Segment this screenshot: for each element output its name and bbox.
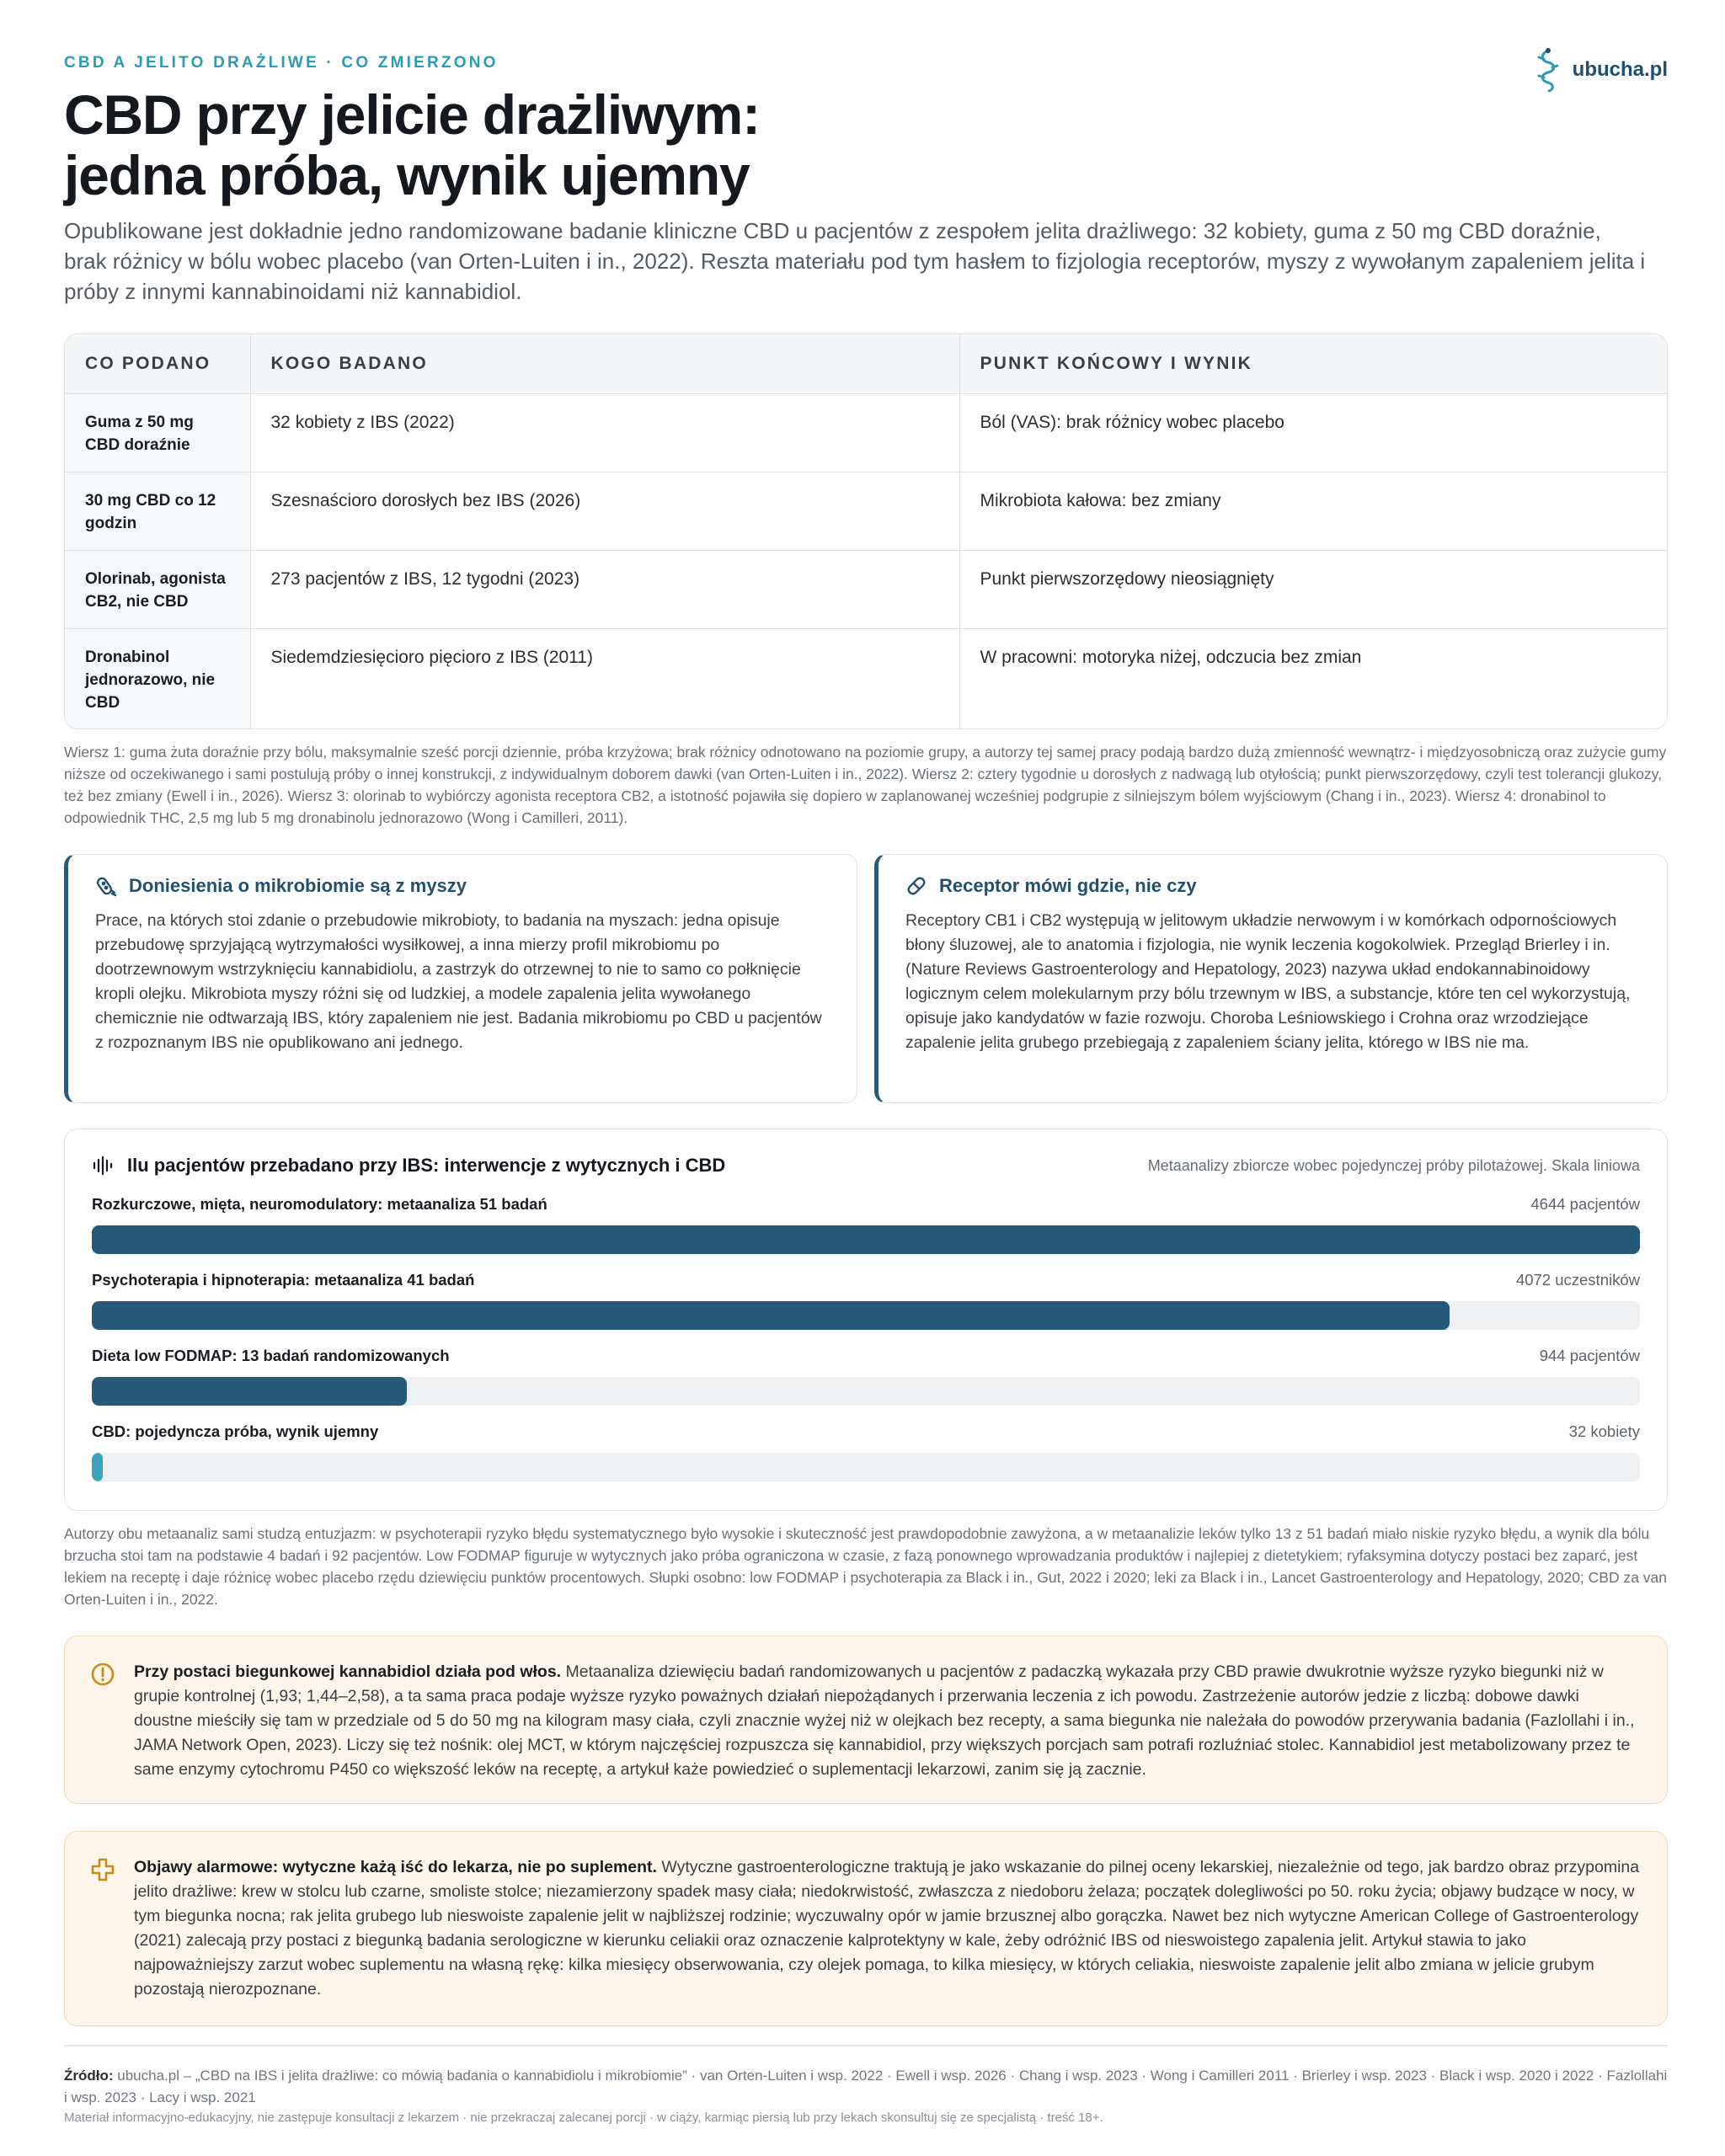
table-footnote: Wiersz 1: guma żuta doraźnie przy bólu, maksymalnie sześć porcji dziennie, próba krzyżowa; brak różnicy odnotowano na poziomie grupy, a autorzy tej samej pracy podają bardzo dużą zmienność wewnątrz- i międzyosobniczą oraz zużycie gumy niższe od oczekiwanego i sami postulują próby o innej konstrukcji, z indywidualnym doborem dawki (van Orten-Luiten i in., 2022). Wiersz 2: cztery tygodnie u dorosłych z nadwagą lub otyłością; punkt pierwszorzędowy, czyli test tolerancji glukozy, też bez zmiany (Ewell i in., 2026). Wiersz 3: olorinab to wybiórczy agonista receptora CB2, a istotność pojawiła się dopiero w zaplanowanej wcześniej podgrupie z silniejszym bólem wyjściowym (Chang i in., 2023). Wiersz 4: dronabinol to odpowiednik THC, 2,5 mg lub 5 mg dronabinolu jednorazowo (Wong i Camilleri, 2011). — [64, 744, 1667, 826]
table-cell: Dronabinol jednorazowo, nie CBD — [65, 628, 250, 729]
callout-alarm-symptoms — [64, 1831, 1668, 2026]
bar-value-label: 4644 pacjentów — [1530, 1195, 1640, 1213]
bacteria-icon — [95, 875, 117, 897]
bar-track — [92, 1301, 1640, 1330]
table-row — [65, 628, 1667, 729]
callout-diarrhea — [64, 1636, 1668, 1804]
logo-icon — [1532, 47, 1564, 93]
table-cell: Punkt pierwszorzędowy nieosiągnięty — [959, 550, 1667, 628]
table-cell: Mikrobiota kałowa: bez zmiany — [959, 472, 1667, 550]
card-body: Prace, na których stoi zdanie o przebudowie mikrobioty, to badania na myszach: jedna opisuje przebudowę sprzyjającą wytrzymałości wysiłkowej, a inna mierzy profil mikrobiomu po dootrzewnowym wstrzyknięciu kannabidiolu, a zastrzyk do otrzewnej to nie to samo co połknięcie kropli olejku. Mikrobiota myszy różni się od ludzkiej, a modele zapalenia jelita wywołanego chemicznie nie odtwarzają IBS, który zapaleniem nie jest. Badania mikrobiomu po CBD u pacjentów z rozpoznanym IBS nie opublikowano ani jednego. — [95, 911, 822, 1052]
bar-row — [92, 1422, 1640, 1498]
table-header: KOGO BADANO — [250, 334, 959, 393]
bar-value-label: 4072 uczestników — [1515, 1271, 1640, 1289]
bar — [92, 1453, 103, 1481]
chart-footnote: Autorzy obu metaanaliz sami studzą entuzjazm: w psychoterapii ryzyko błędu systematycznego było wysokie i skuteczność jest prawdopodobnie zawyżona, a w metaanalizie leków tylko 13 z 51 badań miało niskie ryzyko błędu, a wynik dla bólu brzucha stoi tam na podstawie 4 badań i 92 pacjentów. Low FODMAP figuruje w wytycznych jako próba ograniczona w czasie, z fazą ponownego wprowadzania produktów i najlepiej z dietetykiem; ryfaksymina dotyczy postaci bez zaparć, jest lekiem na receptę i daje różnicę wobec placebo rzędu dziewięciu punktów procentowych. Słupki osobno: low FODMAP i psychoterapia za Black i in., Gut, 2022 i 2020; leki za Black i in., Lancet Gastroenterology and Hepatology, 2020; CBD za van Orten-Luiten i in., 2022. — [64, 1525, 1668, 1608]
table-cell: 30 mg CBD co 12 godzin — [65, 472, 250, 550]
table-cell: 32 kobiety z IBS (2022) — [250, 393, 959, 472]
table-row — [65, 550, 1667, 628]
title-line-2: jedna próba, wynik ujemny — [64, 144, 750, 206]
warning-circle-icon — [90, 1662, 115, 1687]
patients-bar-chart — [64, 1129, 1668, 1511]
table-cell: 273 pacjentów z IBS, 12 tygodni (2023) — [250, 550, 959, 628]
bar-row — [92, 1195, 1640, 1271]
bar — [92, 1225, 1640, 1254]
logo[interactable] — [1532, 47, 1668, 93]
table-cell: Ból (VAS): brak różnicy wobec placebo — [959, 393, 1667, 472]
card-receptor — [874, 854, 1668, 1103]
lede: Opublikowane jest dokładnie jedno randomizowane badanie kliniczne CBD u pacjentów z zespołem jelita drażliwego: 32 kobiety, guma z 50 mg CBD doraźnie, brak różnicy w bólu wobec placebo (van Orten-Luiten i in., 2022). Reszta materiału pod tym hasłem to fizjologia receptorów, myszy z wywołanym zapaleniem jelita i próby z innymi kannabinoidami niż kannabidiol. — [64, 218, 1646, 304]
eyebrow: CBD A JELITO DRAŻLIWE · CO ZMIERZONO — [64, 54, 499, 72]
source-text: ubucha.pl – „CBD na IBS i jelita drażliwe: co mówią badania o kannabidiolu i mikrobiomie” · van Orten-Luiten i wsp. 2022 · Ewell i wsp. 2026 · Chang i wsp. 2023 · Wong i Camilleri 2011 · Brierley i wsp. 2023 · Black i wsp. 2020 i 2022 · Fazlollahi i wsp. 2023 · Lacy i wsp. 2021 — [64, 2068, 1668, 2105]
divider — [64, 2045, 1668, 2047]
bar-label: Rozkurczowe, mięta, neuromodulatory: metaanaliza 51 badań — [92, 1195, 547, 1213]
table-header-row — [65, 334, 1667, 393]
table-row — [65, 472, 1667, 550]
bar — [92, 1377, 407, 1406]
source-label: Źródło: — [64, 2068, 114, 2084]
callout-body: Wytyczne gastroenterologiczne traktują je jako wskazanie do pilnej oceny lekarskiej, niezależnie od tego, jak bardzo obraz przypomina jelito drażliwe: krew w stolcu lub czarne, smoliste stolce; niezamierzony spadek masy ciała; niedokrwistość, zwłaszcza z niedoboru żelaza; początek dolegliwości po 50. roku życia; objawy budzące w nocy, w tym biegunka nocna; rak jelita grubego lub nieswoiste zapalenie jelit w najbliższej rodzinie; wyczuwalny opór w jamie brzusznej albo gorączka. Nawet bez nich wytyczne American College of Gastroenterology (2021) zalecają przy postaci z biegunką badania serologiczne w kierunku celiakii oraz oznaczenie kalprotektyny w kale, żeby odróżnić IBS od nieswoistego zapalenia jelit. Artykuł stawia to jako najpoważniejszy zarzut wobec suplementu na własną rękę: kilka miesięcy obserwowania, czy olejek pomaga, to kilka miesięcy, w których celiakia, nieswoiste zapalenie jelit albo zmiana w jelicie grubym pozostają nierozpoznane. — [134, 1858, 1640, 1999]
chart-title: Ilu pacjentów przebadano przy IBS: interwencje z wytycznych i CBD — [127, 1155, 726, 1176]
bar — [92, 1301, 1450, 1330]
table-header: CO PODANO — [65, 334, 250, 393]
chart-subtitle: Metaanalizy zbiorcze wobec pojedynczej próby pilotażowej. Skala liniowa — [1147, 1156, 1640, 1174]
table-cell: Szesnaścioro dorosłych bez IBS (2026) — [250, 472, 959, 550]
card-title: Doniesienia o mikrobiomie są z myszy — [129, 875, 467, 896]
bar-row — [92, 1347, 1640, 1422]
bar-label: CBD: pojedyncza próba, wynik ujemny — [92, 1422, 379, 1440]
bar-track — [92, 1377, 1640, 1406]
callout-text — [134, 1660, 1642, 1782]
bar-track — [92, 1225, 1640, 1254]
disclaimer: Materiał informacyjno-edukacyjny, nie zastępuje konsultacji z lekarzem · nie przekraczaj zalecanej porcji · w ciąży, karmiąc piersią lub przy lekach skonsultuj się ze specjalistą · treść 18+. — [64, 2111, 1103, 2125]
logo-text: ubucha.pl — [1572, 58, 1668, 81]
callout-lead: Objawy alarmowe: wytyczne każą iść do lekarza, nie po suplement. — [134, 1858, 657, 1876]
bar-track — [92, 1453, 1640, 1481]
source-line — [64, 2065, 1668, 2109]
table-cell: Guma z 50 mg CBD doraźnie — [65, 393, 250, 472]
table-cell: W pracowni: motoryka niżej, odczucia bez zmian — [980, 647, 1362, 667]
callout-body: Metaanaliza dziewięciu badań randomizowanych u pacjentów z padaczką wykazała przy CBD prawie dwukrotnie wyższe ryzyko biegunki niż w grupie kontrolnej (1,93; 1,44–2,58), a ta sama praca podaje wyższe ryzyko poważnych działań niepożądanych i przerwania leczenia z ich powodu. Zastrzeżenie autorów jedzie z liczbą: dobowe dawki doustne mieściły się tam w przedziale od 5 do 50 mg na kilogram masy ciała, czyli znacznie wyżej niż w olejkach bez recepty, a sama biegunka nie należała do powodów przerywania badania (Fazlollahi i in., JAMA Network Open, 2023). Liczy się też nośnik: olej MCT, w którym najczęściej rozpuszcza się kannabidiol, przy większych porcjach sam potrafi rozluźniać stolec. Kannabidiol jest metabolizowany przez te same enzymy cytochromu P450 co większość leków na receptę, a artykuł każe powiedzieć o suplementacji lekarzowi, zanim się ją zacznie. — [134, 1662, 1635, 1779]
table-cell: Olorinab, agonista CB2, nie CBD — [65, 550, 250, 628]
title-line-1: CBD przy jelicie drażliwym: — [64, 83, 760, 146]
card-microbiome — [64, 854, 857, 1103]
pill-icon — [905, 875, 927, 897]
bar-value-label: 32 kobiety — [1568, 1422, 1640, 1440]
bar-label: Dieta low FODMAP: 13 badań randomizowanych — [92, 1347, 450, 1364]
table-row — [65, 393, 1667, 472]
medical-cross-icon — [90, 1857, 115, 1882]
card-body: Receptory CB1 i CB2 występują w jelitowym układzie nerwowym i w komórkach odpornościowych błony śluzowej, ale to anatomia i fizjologia, nie wynik leczenia kogokolwiek. Przegląd Brierley i in. (Nature Reviews Gastroenterology and Hepatology, 2023) nazywa układ endokannabinoidowy logicznym celem molekularnym przy bólu trzewnym w IBS, a substancje, które ten cel wykorzystują, opisuje jako kandydatów w fazie rozwoju. Choroba Leśniowskiego i Crohna oraz wrzodziejące zapalenie jelita grubego przebiegają z zapaleniem ściany jelita, którego w IBS nie ma. — [905, 911, 1631, 1052]
callout-lead: Przy postaci biegunkowej kannabidiol działa pod włos. — [134, 1662, 562, 1681]
page-title — [64, 84, 760, 205]
callout-text — [134, 1855, 1642, 2002]
bar-label: Psychoterapia i hipnoterapia: metaanaliza 41 badań — [92, 1271, 475, 1289]
table-header: PUNKT KOŃCOWY I WYNIK — [959, 334, 1667, 393]
table-cell: Siedemdziesięcioro pięcioro z IBS (2011) — [250, 628, 959, 729]
card-title: Receptor mówi gdzie, nie czy — [939, 875, 1197, 896]
bar-value-label: 944 pacjentów — [1539, 1347, 1640, 1364]
waveform-icon — [92, 1155, 114, 1176]
bar-row — [92, 1271, 1640, 1347]
studies-table — [64, 334, 1668, 729]
